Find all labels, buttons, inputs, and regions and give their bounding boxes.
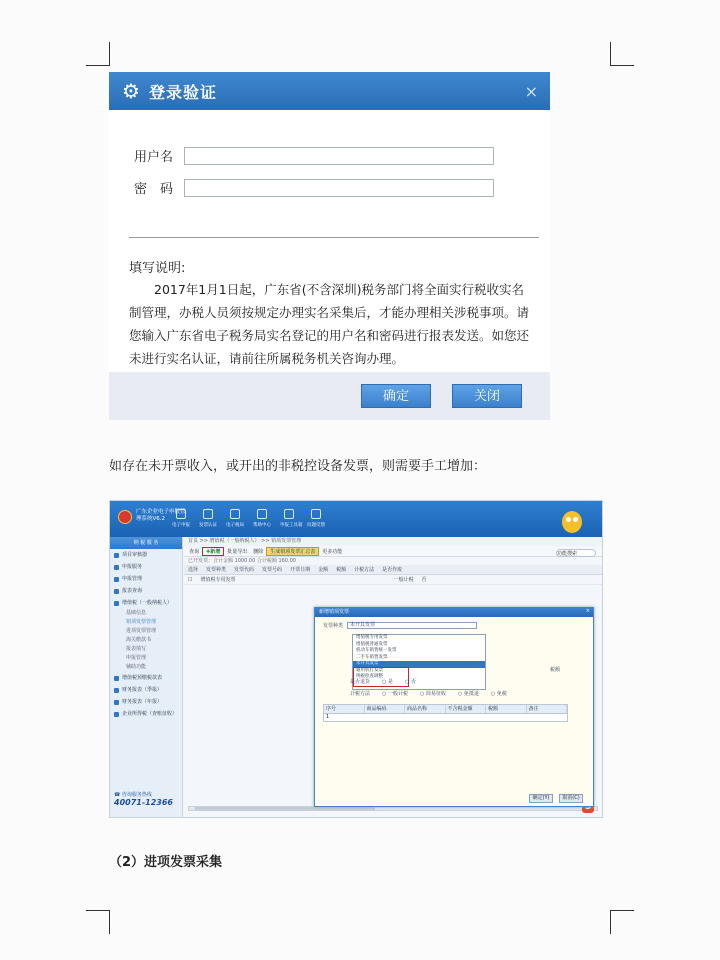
crop-mark-top-right [610,42,634,66]
bureau-icon [230,509,240,519]
login-title: 登录验证 [149,82,218,102]
sidebar-item[interactable]: 报表查询 [110,585,182,597]
more-functions-button[interactable]: 更多功能 [322,548,343,555]
refund-label: 是否退货 [350,679,371,685]
sidebar-header: 纳 税 服 务 [110,537,182,549]
hotline-number: 40071-12366 [114,798,173,807]
confirm-button[interactable]: 确定 [361,384,431,408]
crop-mark-bottom-right [610,910,634,934]
password-row [134,178,494,197]
sidebar-sub-item[interactable]: 进项发票管理 [126,628,157,634]
gear-icon: ⚙ [122,79,140,103]
sidebar-sub-item[interactable]: 海关缴款书 [126,637,152,643]
add-button[interactable]: ✚新增 [202,547,224,556]
app-header [110,501,602,537]
function-search-input[interactable]: 功能搜索 [556,549,596,557]
grid-col: 税额 [336,567,347,573]
plus-icon: ✚ [206,548,211,555]
invoice-type-row [323,622,477,629]
modal-ok-button[interactable]: 确定(Y) [529,794,553,803]
dropdown-option[interactable]: 增值税普通发票 [356,641,388,647]
row-index: 1 [326,714,330,720]
refund-no-radio[interactable]: ○ 否 [405,678,416,685]
username-row [134,146,494,165]
notes-heading: 填写说明: [129,261,186,276]
top-icon-e-tax-bureau[interactable]: 电子税局 [226,505,243,528]
amount-label: 税额 [550,667,561,673]
app-logo-icon [118,510,132,524]
top-icon-toolbox[interactable]: 申报工具箱 [280,505,297,528]
crop-mark-bottom-left [86,910,110,934]
grid-col: 金额 [318,567,329,573]
modal-title: 新增销项发票 [315,608,593,617]
batch-export-button[interactable]: 批量导出 [227,548,248,555]
grid-cell: 增值税专用发票 [200,577,236,583]
app-sidebar [110,537,183,818]
grid-col: 发票种类 [206,567,227,573]
grid-header [184,565,602,575]
sidebar-sub-item[interactable]: 申报管理 [126,655,147,661]
grid-col: 选择 [188,567,199,573]
method-radio[interactable]: ○ 免税 [491,690,507,697]
tax-method-label: 计税方法 [350,691,371,697]
top-icon-help[interactable]: 帮助中心 [253,505,270,528]
method-radio[interactable]: ○ 免抵退 [458,690,479,697]
query-button[interactable]: 查询 [189,548,200,555]
grid-col: 发票号码 [262,567,283,573]
summary-bar: 已开发票：合计金额 1000.00 合计税额 160.00 [188,558,296,564]
item-col: 商品名称 [405,705,446,713]
close-button[interactable]: 关闭 [452,384,522,408]
sidebar-sub-item[interactable]: 基础信息 [126,610,147,616]
top-icon-invoice-auth[interactable]: 发票认证 [199,505,216,528]
sidebar-sub-item[interactable]: 辅助功能 [126,664,147,670]
dropdown-option[interactable]: 机动车销售统一发票 [356,648,397,653]
section-heading: （2）进项发票采集 [109,855,223,870]
invoice-type-select[interactable]: 未开具发票 [347,622,477,629]
phone-icon: ☎ [114,792,121,798]
sidebar-item[interactable]: 财务报表（年报） [110,696,182,708]
method-radio[interactable]: ○ 一般计税 [382,690,408,697]
sidebar-item[interactable]: 企业所得税（查账征收） [110,708,182,720]
breadcrumb: 首页 >> 增值税（一般纳税人） >> 销项发票管理 [184,537,602,546]
refund-yes-radio[interactable]: ○ 是 [382,678,393,685]
help-icon [257,509,267,519]
method-radio[interactable]: ○ 简易征收 [420,690,446,697]
dropdown-option[interactable]: 二手车销售发票 [356,654,388,660]
item-col: 税额 [486,705,527,713]
hotline-label: 咨询服务热线 [121,792,152,798]
delete-button[interactable]: 删除 [253,548,264,555]
mascot-icon [562,511,582,533]
close-icon[interactable]: × [524,81,538,101]
toolbar [184,546,602,557]
invoice-type-label: 发票种类 [323,623,344,629]
sidebar-sub-item-selected[interactable]: 销项发票管理 [126,619,157,625]
grid-cell: 一般计税 [393,577,414,583]
item-col: 备注 [527,705,568,713]
sidebar-item[interactable]: 申报管理 [110,573,182,585]
table-row[interactable] [184,575,602,585]
password-label: 密 码 [134,182,174,197]
sidebar-item[interactable]: 项目审核器 [110,549,182,561]
dropdown-option[interactable]: 通用机打发票 [356,667,383,673]
close-icon[interactable]: × [585,608,590,614]
password-input[interactable] [184,179,494,197]
modal-cancel-button[interactable]: 取消(C) [559,794,583,803]
body-paragraph: 如存在未开票收入，或开出的非税控设备发票，则需要手工增加： [109,459,487,474]
generate-summary-button[interactable]: 生成销项发票汇总表 [266,547,319,556]
declare-icon [176,509,186,519]
sidebar-item[interactable]: 财务报表（季报） [110,684,182,696]
sidebar-item-vat[interactable]: 增值税（一般纳税人） [110,597,182,609]
grid-col: 是否作废 [382,567,403,573]
toolbox-icon [284,509,294,519]
username-input[interactable] [184,147,494,165]
app-main [184,537,602,817]
tax-app-screenshot [109,500,603,818]
item-col: 不含税金额 [446,705,487,713]
grid-col: 发票代码 [234,567,255,573]
feedback-icon [311,509,321,519]
item-table-header [323,704,568,714]
refund-row [350,678,416,685]
grid-cell: 否 [421,577,427,583]
app-name: 广东企业电子申报管理系统V6.2 [136,509,186,522]
dropdown-option[interactable]: 纳税检查调整 [356,674,383,679]
tax-method-row [350,690,507,697]
login-dialog [109,72,550,420]
item-table-row[interactable] [323,714,568,722]
grid-col: 开票日期 [290,567,311,573]
invoice-icon [203,509,213,519]
username-label: 用户名 [134,150,174,165]
add-invoice-modal [314,607,594,807]
app-top-icons [172,505,334,528]
row-checkbox[interactable]: ☐ [188,576,193,583]
top-icon-e-declare[interactable]: 电子申报 [172,505,189,528]
divider [129,237,539,238]
dropdown-option[interactable]: 增值税专用发票 [356,635,388,640]
dropdown-option-selected[interactable]: 未开具发票 [353,661,485,668]
notes-text: 2017年1月1日起，广东省(不含深圳)税务部门将全面实行税收实名制管理，办税人员须按规定办理实名采集后，才能办理相关涉税事项。请您输入广东省电子税务局实名登记的用户名和密码进行报表发送。如您还未进行实名认证，请前往所属税务机关咨询办理。 [129,282,530,366]
item-col: 商品编码 [365,705,406,713]
sidebar-item[interactable]: 增值税预缴税款表 [110,672,182,684]
grid-col: 计税方法 [354,567,375,573]
top-icon-feedback[interactable]: 问题反馈 [307,505,324,528]
login-footer [109,372,550,420]
login-titlebar [109,72,550,110]
sidebar-item[interactable]: 申报服务 [110,561,182,573]
crop-mark-top-left [86,42,110,66]
hotline [114,791,173,807]
sidebar-sub-item[interactable]: 报表填写 [126,646,147,652]
item-col: 序号 [324,705,365,713]
